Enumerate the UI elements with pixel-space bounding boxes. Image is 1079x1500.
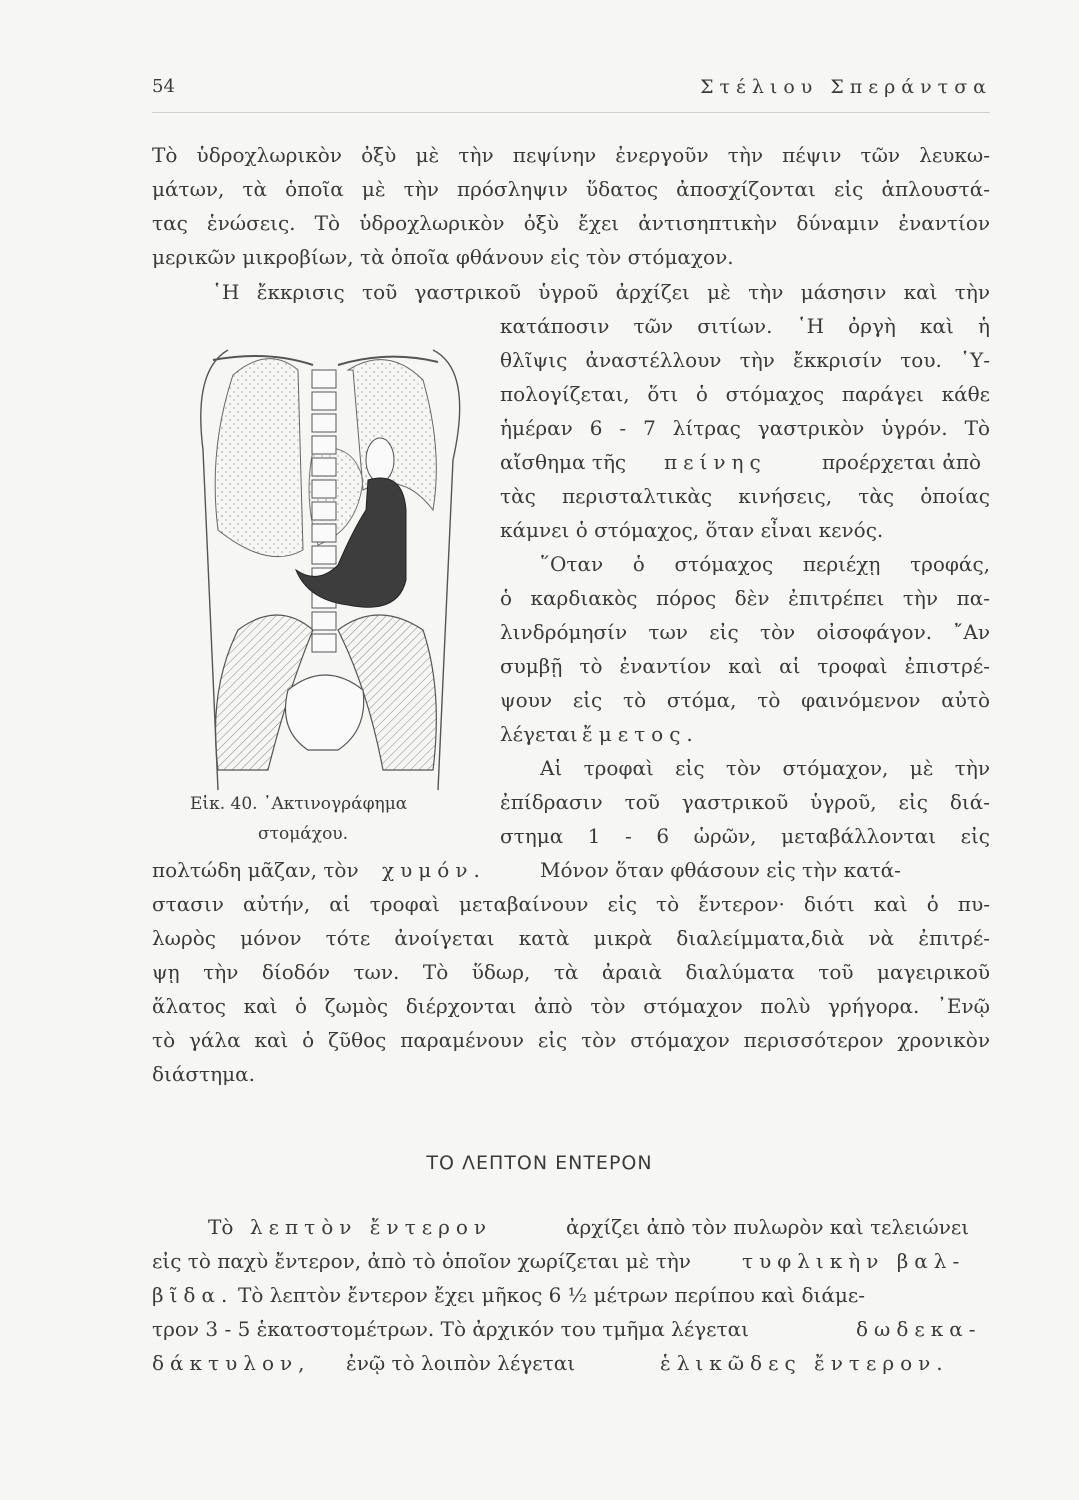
text-line: πολογίζεται, ὅτι ὁ στόμαχος παράγει κάθε (500, 382, 990, 406)
text-line: λέγεται (500, 722, 578, 746)
running-title: Στέλιου Σπεράντσα (700, 76, 992, 98)
text-line: θλῖψις ἀναστέλλουν τὴν ἔκκρισίν του. ῾Υ- (500, 348, 990, 372)
figure-stomach-xray (188, 330, 473, 800)
sacrum (286, 675, 364, 750)
torso-right-outline (433, 350, 460, 790)
emphasis-word: τυφλικὴν βαλ- (742, 1249, 966, 1273)
text-line: ῾Η ἔκκρισις τοῦ γαστρικοῦ ὑγροῦ ἀρχίζει μὲ τὴν μάσησιν καὶ τὴν (212, 280, 990, 304)
header-rule (152, 112, 990, 113)
text-line: μερικῶν μικροβίων, τὰ ὁποῖα φθάνουν εἰς τὸν στόμαχον. (152, 245, 734, 269)
text-line: στημα 1 - 6 ὡρῶν, μεταβάλλονται εἰς (500, 824, 990, 848)
emphasis-word: ἑλικῶδες ἔντερον. (660, 1351, 949, 1375)
text-line: προέρχεται ἀπὸ (822, 450, 982, 474)
text-line: στασιν αὐτήν, αἱ τροφαὶ μεταβαίνουν εἰς τὸ ἔντερον· διότι καὶ ὁ πυ- (152, 892, 990, 916)
emphasis-word: ἔμετος. (582, 722, 699, 746)
emphasis-word: δάκτυλον, (152, 1351, 311, 1375)
page-header (152, 76, 992, 106)
text-line: ἅλατος καὶ ὁ ζωμὸς διέρχονται ἀπὸ τὸν στόμαχον πολὺ γρήγορα. ᾿Ενῷ (152, 994, 990, 1018)
text-line: λωρὸς μόνον τότε ἀνοίγεται κατὰ μικρὰ διαλείμματα,διὰ νὰ ἐπιτρέ- (152, 926, 990, 950)
text-line: λινδρόμησίν των εἰς τὸν οἰσοφάγον. ῎Αν (500, 620, 990, 644)
text-line: ἡμέραν 6 - 7 λίτρας γαστρικὸν ὑγρόν. Τὸ (500, 416, 990, 440)
emphasis-word: δωδεκα- (856, 1317, 982, 1341)
text-line: πολτώδη μᾶζαν, τὸν (152, 858, 359, 882)
text-line: Αἱ τροφαὶ εἰς τὸν στόμαχον, μὲ τὴν (540, 756, 990, 780)
text-line: τὸ γάλα καὶ ὁ ζῦθος παραμένουν εἰς τὸν στόμαχον περισσότερον χρονικὸν (152, 1028, 990, 1052)
text-line: Τὸ λεπτὸν ἔντερον ἔχει μῆκος 6 ½ μέτρων περίπου καὶ διάμε- (238, 1283, 866, 1307)
lung-left (215, 359, 303, 557)
section-heading: ΤΟ ΛΕΠΤΟΝ ΕΝΤΕΡΟΝ (426, 1152, 653, 1174)
text-line: εἰς τὸ παχὺ ἔντερον, ἀπὸ τὸ ὁποῖον χωρίζεται μὲ τὴν (152, 1249, 691, 1273)
text-line: αἴσθημα τῆς (500, 450, 627, 474)
text-line: Μόνον ὅταν φθάσουν εἰς τὴν κατά- (540, 858, 901, 882)
emphasis-word: λεπτὸν ἔντερον (250, 1215, 493, 1239)
page-number: 54 (152, 76, 175, 97)
text-line: ἐπίδρασιν τοῦ γαστρικοῦ ὑγροῦ, εἰς διά- (500, 790, 990, 814)
text-line: συμβῇ τὸ ἐναντίον καὶ αἱ τροφαὶ ἐπιστρέ- (500, 654, 990, 678)
figure-caption-line1: Εἰκ. 40. ᾿Ακτινογράφημα (190, 794, 408, 814)
text-line: τας ἑνώσεις. Τὸ ὑδροχλωρικὸν ὀξὺ ἔχει ἀντισηπτικὴν δύναμιν ἐναντίον (152, 211, 990, 235)
text-line: Τὸ (208, 1215, 234, 1239)
emphasis-word: χυμόν. (382, 858, 486, 882)
text-line: τρον 3 - 5 ἑκατοστομέτρων. Τὸ ἀρχικόν του τμῆμα λέγεται (152, 1317, 749, 1341)
text-line: ψουν εἰς τὸ στόμα, τὸ φαινόμενον αὐτὸ (500, 688, 990, 712)
text-line: διάστημα. (152, 1062, 255, 1086)
text-line: μάτων, τὰ ὁποῖα μὲ τὴν πρόσληψιν ὕδατος ἀποσχίζονται εἰς ἁπλουστά- (152, 177, 990, 201)
text-line: ἐνῷ τὸ λοιπὸν λέγεται (346, 1351, 576, 1375)
xray-drawing (188, 330, 473, 800)
spine (312, 370, 336, 652)
text-line: ἀρχίζει ἀπὸ τὸν πυλωρὸν καὶ τελειώνει (566, 1215, 970, 1239)
figure-caption-line2: στομάχου. (258, 824, 349, 844)
text-line: ψῃ τὴν δίοδόν των. Τὸ ὕδωρ, τὰ ἀραιὰ διαλύματα τοῦ μαγειρικοῦ (152, 960, 990, 984)
text-line: τὰς περισταλτικὰς κινήσεις, τὰς ὁποίας (500, 484, 990, 508)
text-line: Τὸ ὑδροχλωρικὸν ὀξὺ μὲ τὴν πεψίνην ἐνεργοῦν τὴν πέψιν τῶν λευκω- (152, 143, 990, 167)
text-line: κάμνει ὁ στόμαχος, ὅταν εἶναι κενός. (500, 518, 884, 542)
gas-bubble (366, 438, 394, 482)
emphasis-word: πείνης (664, 450, 767, 474)
text-line: ὁ καρδιακὸς πόρος δὲν ἐπιτρέπει τὴν πα- (500, 586, 990, 610)
emphasis-word: βῖδα. (152, 1283, 234, 1307)
text-line: ῞Οταν ὁ στόμαχος περιέχῃ τροφάς, (540, 552, 990, 576)
text-line: κατάποσιν τῶν σιτίων. ῾Η ὀργὴ καὶ ἡ (500, 314, 990, 338)
